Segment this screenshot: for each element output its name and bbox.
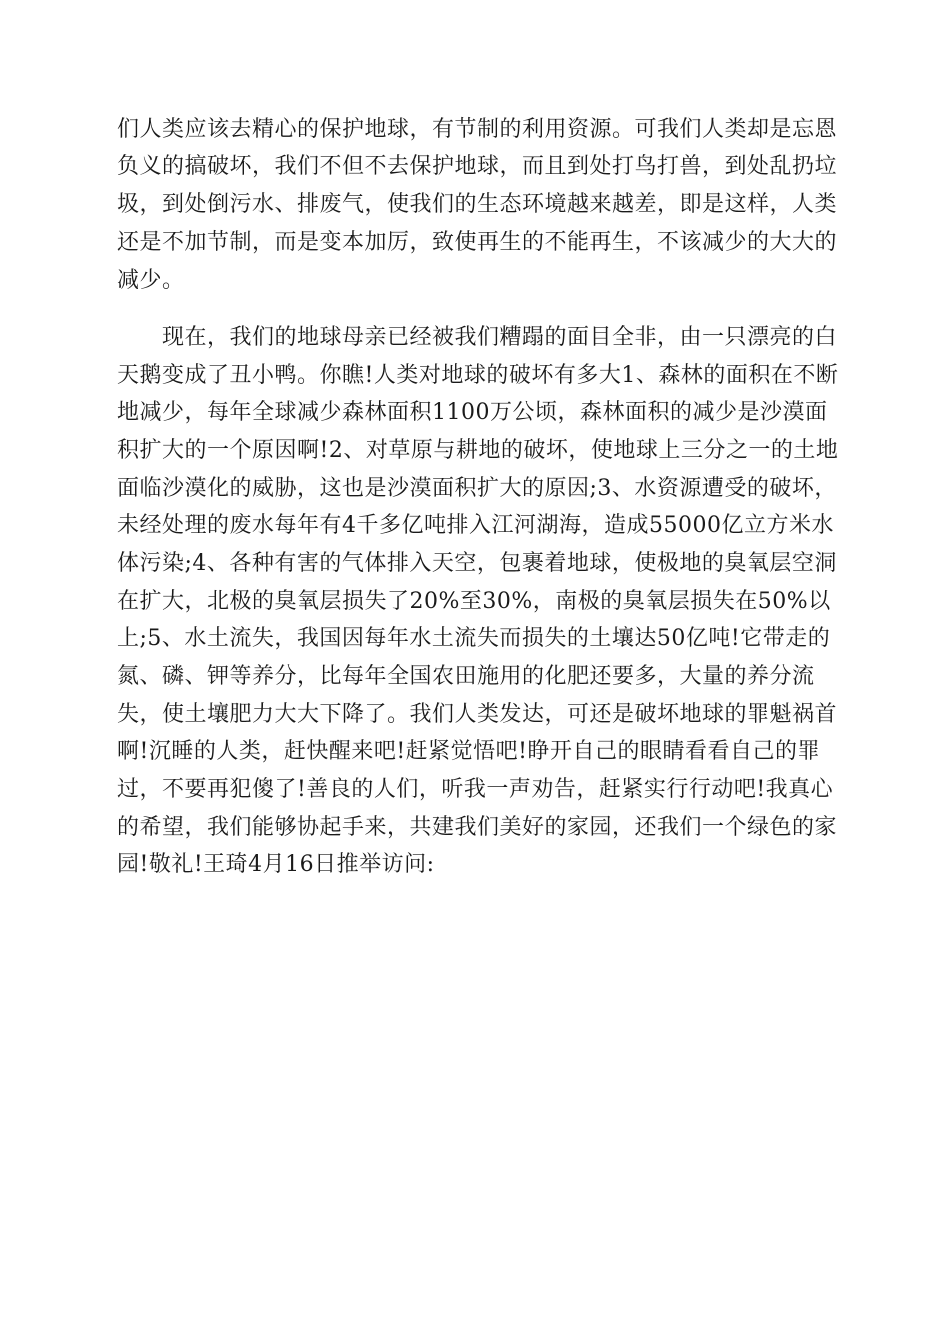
text-line: 体污染;4、各种有害的气体排入天空，包裹着地球，使极地的臭氧层空洞 [117, 551, 837, 576]
text-line: 未经处理的废水每年有4千多亿吨排入江河湖海，造成55000亿立方米水 [117, 513, 834, 538]
text-line: 地减少，每年全球减少森林面积1100万公顷，森林面积的减少是沙漠面 [117, 400, 828, 425]
text-line: 氮、磷、钾等养分，比每年全国农田施用的化肥还要多，大量的养分流 [117, 664, 815, 689]
text-line: 过，不要再犯傻了!善良的人们，听我一声劝告，赶紧实行行动吧!我真心 [117, 777, 834, 802]
text-line: 在扩大，北极的臭氧层损失了20%至30%，南极的臭氧层损失在50%以 [117, 589, 831, 614]
text-line: 天鹅变成了丑小鸭。你瞧!人类对地球的破坏有多大1、森林的面积在不断 [117, 363, 839, 388]
text-line: 圾，到处倒污水、排废气，使我们的生态环境越来越差，即是这样，人类 [117, 192, 838, 217]
text-line: 减少。 [117, 268, 185, 293]
text-line: 啊!沉睡的人类，赶快醒来吧!赶紧觉悟吧!睁开自己的眼睛看看自己的罪 [117, 739, 821, 764]
text-line: 还是不加节制，而是变本加厉，致使再生的不能再生，不该减少的大大的 [117, 230, 838, 255]
text-line: 现在，我们的地球母亲已经被我们糟蹋的面目全非，由一只漂亮的白 [117, 325, 838, 350]
text-line: 面临沙漠化的威胁，这也是沙漠面积扩大的原因;3、水资源遭受的破坏， [117, 476, 837, 501]
text-line: 失，使土壤肥力大大下降了。我们人类发达，可还是破坏地球的罪魁祸首 [117, 702, 838, 727]
text-line: 积扩大的一个原因啊!2、对草原与耕地的破坏，使地球上三分之一的土地 [117, 438, 839, 463]
text-line: 上;5、水土流失，我国因每年水土流失而损失的土壤达50亿吨!它带走的 [117, 626, 831, 651]
text-line: 的希望，我们能够协起手来，共建我们美好的家园，还我们一个绿色的家 [117, 815, 838, 840]
text-line: 园!敬礼!王琦4月16日推举访问: [117, 852, 435, 877]
text-line: 们人类应该去精心的保护地球，有节制的利用资源。可我们人类却是忘恩 [117, 117, 838, 142]
text-line: 负义的搞破坏，我们不但不去保护地球，而且到处打鸟打兽，到处乱扔垃 [117, 154, 838, 179]
